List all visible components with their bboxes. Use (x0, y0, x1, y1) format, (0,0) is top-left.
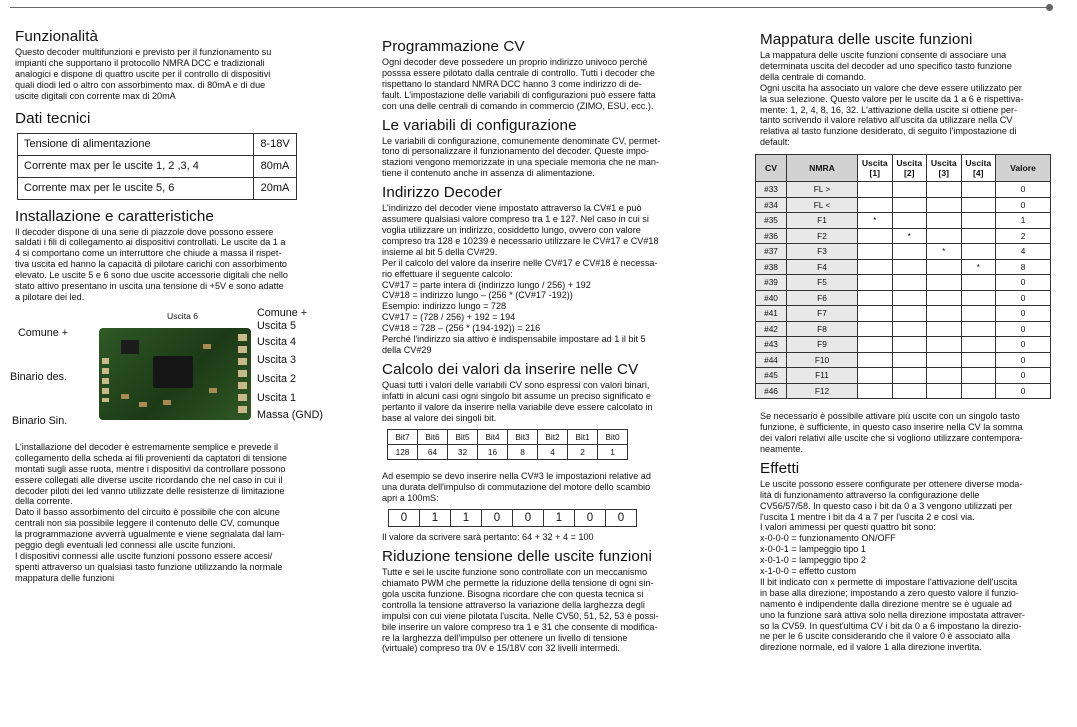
uscita-cell (961, 275, 996, 291)
bit-header: Bit6 (418, 430, 448, 445)
table-row (756, 244, 1051, 260)
bit-header: Bit0 (598, 430, 628, 445)
cv-cell: #44 (756, 352, 787, 368)
bit-value: 2 (568, 445, 598, 460)
table-row (756, 182, 1051, 198)
binary-digit: 0 (575, 510, 606, 527)
uscita-cell (858, 368, 893, 384)
smd-component (209, 388, 217, 393)
label-binario-sin: Binario Sin. (12, 414, 68, 427)
table-row (756, 306, 1051, 322)
uscita-cell (892, 383, 927, 399)
uscita-cell (961, 306, 996, 322)
binary-digit: 1 (451, 510, 482, 527)
valore-cell: 0 (996, 337, 1051, 353)
uscita-cell (892, 337, 927, 353)
example-text: Ad esempio se devo inserire nella CV#3 le impostazioni relative ad una durata dell'impulso di commutazione del motore dello scambio apri a 100mS: (382, 471, 651, 504)
smd-component (203, 344, 211, 349)
nmra-cell: F3 (787, 244, 858, 260)
table-row (756, 368, 1051, 384)
table-row (18, 155, 297, 177)
uscita-cell (961, 213, 996, 229)
section-title-riduzione: Riduzione tensione delle uscite funzioni (382, 548, 652, 566)
label-uscita-2: Uscita 2 (257, 372, 297, 385)
table-row (756, 337, 1051, 353)
spec-label: Tensione di alimentazione (18, 133, 254, 155)
ic-chip (153, 356, 193, 388)
section-title-calcolo: Calcolo dei valori da inserire nelle CV (382, 360, 639, 378)
indirizzo-text: L'indirizzo del decoder viene impostato attraverso la CV#1 e può assumere qualsiasi valore compreso tra 1 e 127. Nel caso in cui si voglia utilizzare un indirizzo, cosiddetto lungo, ovvero con valore compreso tra 128 e 10239 è necessario utilizzare le CV#17 e CV#18 insieme al bit 5 della CV#29. Per il calcolo del valore da inserire nelle CV#17 e CV#18 è necessa- rio effettuare il seguente calcolo: CV#17 = parte intera di (indirizzo lungo / 256) + 192 CV#18 = indirizzo lungo – (256 * (CV#17 -192)) Esempio: indirizzo lungo = 728 CV#17 = (728 / 256) + 192 = 194 CV#18 = 728 – (256 * (194-192)) = 216 Perché l'indirizzo sia attivo è indispensabile impostare ad 1 il bit 5 della CV#29 (382, 203, 659, 355)
valore-cell: 0 (996, 352, 1051, 368)
column-header: Uscita [2] (892, 155, 927, 182)
spec-value: 20mA (254, 177, 297, 199)
table-row (388, 445, 628, 460)
cv-cell: #39 (756, 275, 787, 291)
funzionalita-text: Questo decoder multifunzioni e previsto per il funzionamento su impianti che supportano il protocollo NMRA DCC e tradizionali analogici e dispone di quattro uscite per il controllo di dispositivi quali diodi led o altro con assorbimento max. di 80mA e di due uscite digitali con corrente max di 20mA (15, 47, 272, 101)
uscita-cell: * (892, 228, 927, 244)
spec-value: 8-18V (254, 133, 297, 155)
uscita-cell (892, 213, 927, 229)
decoder-wiring-diagram (10, 306, 337, 437)
binary-digit: 1 (420, 510, 451, 527)
table-header-row (756, 155, 1051, 182)
uscita-cell (927, 259, 962, 275)
uscita-cell (892, 321, 927, 337)
bit-header: Bit2 (538, 430, 568, 445)
bit-value: 64 (418, 445, 448, 460)
valore-cell: 8 (996, 259, 1051, 275)
cv-cell: #41 (756, 306, 787, 322)
uscita-cell (858, 275, 893, 291)
binary-digit: 0 (389, 510, 420, 527)
table-row (756, 352, 1051, 368)
label-comune-right: Comune + (257, 306, 308, 319)
section-title-installazione: Installazione e caratteristiche (15, 207, 214, 225)
bit-weights-table (387, 429, 628, 460)
uscita-cell (892, 290, 927, 306)
cv-cell: #45 (756, 368, 787, 384)
programmazione-text: Ogni decoder deve possedere un proprio indirizzo univoco perché posssa essere pilotato dalla centrale di controllo. Tutti i decoder che rispettano lo standard NMRA DCC hanno 3 come indirizzo di de- fault. L'impostazione delle variabili di configurazioni può essere fatta con una delle centrali di comando in commercio (ZIMO, ESU, ecc.). (382, 57, 656, 111)
nmra-cell: F5 (787, 275, 858, 291)
nmra-cell: F2 (787, 228, 858, 244)
valore-cell: 2 (996, 228, 1051, 244)
uscita-cell (961, 383, 996, 399)
table-row (756, 275, 1051, 291)
bit-header: Bit7 (388, 430, 418, 445)
nmra-cell: FL > (787, 182, 858, 198)
uscita-cell (961, 228, 996, 244)
uscita-cell (858, 321, 893, 337)
label-uscita-5: Uscita 5 (257, 319, 297, 332)
cv-cell: #36 (756, 228, 787, 244)
table-row (756, 290, 1051, 306)
uscita-cell: * (858, 213, 893, 229)
nmra-cell: F1 (787, 213, 858, 229)
label-uscita-1: Uscita 1 (257, 391, 297, 404)
uscita-cell (961, 352, 996, 368)
mappatura-note: Se necessario è possibile attivare più uscite con un singolo tasto funzione, è sufficiente, in questo caso inserire nella CV la somma dei valori relativi alle uscite che si vogliono utilizzare contempora- neamente. (760, 411, 1023, 454)
valore-cell: 0 (996, 197, 1051, 213)
uscita-cell (858, 197, 893, 213)
column-header: NMRA (787, 155, 858, 182)
table-row (388, 430, 628, 445)
mapping-table-body (756, 182, 1051, 399)
uscita-cell (858, 306, 893, 322)
smd-component (163, 400, 171, 405)
valore-cell: 4 (996, 244, 1051, 260)
bit-value: 1 (598, 445, 628, 460)
calcolo-text: Quasi tutti i valori delle variabili CV sono espressi con valori binari, infatti in alcuni casi ogni singolo bit assume un preciso significato e pertanto il valore da inserire nella variabile deve essere calcolato in base al valore dei singoli bit. (382, 379, 653, 423)
effetti-text: Le uscite possono essere configurate per ottenere diverse moda- lità di funzionamento attraverso la configurazione delle CV56/57/58. In questo caso i bit da 0 a 3 vengono utilizzati per l'uscita 1 mentre i bit da 4 a 7 per l'uscita 2 e così via. I valori ammessi per questi quattro bit sono: x-0-0-0 = funzionamento ON/OFF x-0-0-1 = lampeggio tipo 1 x-0-1-0 = lampeggio tipo 2 x-1-0-0 = effetto custom Il bit indicato con x permette di impostare l'attivazione dell'uscita in base alla direzione; impostando a zero questo valore il funzio- namento è indipendente dalla direzione mentre se è uguale ad uno la funzione sarà attiva solo nella direzione impostata attraver- so la CV59. In quest'ultima CV i bit da 0 a 6 impostano la direzio- ne per le 6 uscite considerando che il valore 0 è associato alla direzione normale, ed il valore 1 alla direzione invertita. (760, 478, 1025, 653)
uscita-cell (961, 290, 996, 306)
table-row (756, 213, 1051, 229)
section-title-indirizzo: Indirizzo Decoder (382, 184, 502, 202)
decoder-board-photo (99, 328, 251, 420)
solder-pads-right (238, 334, 247, 414)
table-row (389, 510, 637, 527)
uscita-cell: * (961, 259, 996, 275)
variabili-text: Le variabili di configurazione, comunemente denominate CV, permet- tono di personalizzare il funzionamento del decoder. Queste impo- stazioni vengono memorizzate in una speciale memoria che ne man- tiene il contenuto anche in assenza di alimentazione. (382, 135, 661, 179)
bit-value: 32 (448, 445, 478, 460)
valore-cell: 0 (996, 275, 1051, 291)
uscita-cell (927, 321, 962, 337)
function-mapping-table (755, 154, 1051, 399)
uscita-cell (961, 337, 996, 353)
valore-cell: 0 (996, 321, 1051, 337)
column-middle (382, 38, 702, 654)
table-row (756, 197, 1051, 213)
column-header: Uscita [4] (961, 155, 996, 182)
uscita-cell (927, 368, 962, 384)
uscita-cell (858, 337, 893, 353)
label-uscita-6: Uscita 6 (167, 310, 199, 321)
nmra-cell: F10 (787, 352, 858, 368)
column-right (760, 31, 1056, 653)
top-rule-endpoint (1046, 4, 1053, 11)
uscita-cell (892, 182, 927, 198)
bit-header: Bit5 (448, 430, 478, 445)
uscita-cell (858, 290, 893, 306)
section-title-dati-tecnici: Dati tecnici (15, 109, 91, 127)
nmra-cell: FL < (787, 197, 858, 213)
binary-digit: 0 (606, 510, 637, 527)
solder-pads-left (102, 358, 109, 402)
bit-value: 128 (388, 445, 418, 460)
uscita-cell (927, 228, 962, 244)
cv-cell: #37 (756, 244, 787, 260)
ic-chip-small (121, 340, 139, 354)
smd-component (139, 402, 147, 407)
column-header: CV (756, 155, 787, 182)
cv-cell: #43 (756, 337, 787, 353)
uscita-cell (927, 306, 962, 322)
uscita-cell (858, 383, 893, 399)
nmra-cell: F9 (787, 337, 858, 353)
label-binario-des: Binario des. (10, 370, 68, 383)
nmra-cell: F6 (787, 290, 858, 306)
bit-value: 4 (538, 445, 568, 460)
valore-cell: 0 (996, 290, 1051, 306)
uscita-cell (961, 197, 996, 213)
binary-digit: 0 (482, 510, 513, 527)
uscita-cell (927, 275, 962, 291)
valore-cell: 0 (996, 383, 1051, 399)
cv-cell: #42 (756, 321, 787, 337)
uscita-cell (961, 321, 996, 337)
valore-cell: 1 (996, 213, 1051, 229)
uscita-cell (858, 228, 893, 244)
section-title-effetti: Effetti (760, 459, 800, 477)
table-row (756, 321, 1051, 337)
uscita-cell (927, 182, 962, 198)
cv-cell: #40 (756, 290, 787, 306)
uscita-cell (927, 197, 962, 213)
valore-cell: 0 (996, 182, 1051, 198)
valore-cell: 0 (996, 306, 1051, 322)
table-row (18, 177, 297, 199)
cv-cell: #33 (756, 182, 787, 198)
cv-cell: #38 (756, 259, 787, 275)
nmra-cell: F8 (787, 321, 858, 337)
bit-value: 16 (478, 445, 508, 460)
result-text: Il valore da scrivere sarà pertanto: 64 + 32 + 4 = 100 (382, 532, 594, 543)
binary-digit: 0 (513, 510, 544, 527)
bit-header: Bit3 (508, 430, 538, 445)
section-title-variabili: Le variabili di configurazione (382, 116, 577, 134)
column-left (10, 28, 337, 584)
uscita-cell (858, 259, 893, 275)
nmra-cell: F12 (787, 383, 858, 399)
section-title-programmazione-cv: Programmazione CV (382, 38, 525, 55)
uscita-cell (892, 275, 927, 291)
smd-component (121, 394, 129, 399)
uscita-cell (892, 259, 927, 275)
label-uscita-4: Uscita 4 (257, 335, 297, 348)
bit-header: Bit1 (568, 430, 598, 445)
uscita-cell: * (927, 244, 962, 260)
column-header: Valore (996, 155, 1051, 182)
cv-cell: #35 (756, 213, 787, 229)
uscita-cell (927, 383, 962, 399)
label-uscita-3: Uscita 3 (257, 353, 297, 366)
bit-value: 8 (508, 445, 538, 460)
installazione-text-2: L'installazione del decoder è estremamente semplice e prevede il collegamento della scheda ai fili provenienti da captatori di tensione montati sugli asse ruota, mentre i dispositivi da controllare possono essere collegati alle diverse uscite ricordando che nel caso in cui il decoder piloti dei led vanno utilizzate delle resistenze di limitazione della corrente. Dato il basso assorbimento del circuito è possibile che con alcune centrali non sia possibile leggere il contenuto delle CV, comunque la programmazione avverrà ugualmente e viene segnalata dal lam- peggio degli eventuali led connessi alle uscite funzioni. I dispositivi connessi alle uscite funzioni possono essere accesi/ spenti attraverso un qualsiasi tasto funzione utilizzando la normale mappatura delle funzioni (15, 441, 287, 583)
uscita-cell (927, 213, 962, 229)
uscita-cell (927, 352, 962, 368)
mappatura-text: La mappatura delle uscite funzioni consente di associare una determinata uscita del decoder ad uno specifico tasto funzione della centrale di comando. Ogni uscita ha associato un valore che deve essere utilizzato per la sua selezione. Questo valore per le uscite da 1 a 6 è rispettiva- mente: 1, 2, 4, 8, 16, 32. L'attivazione della uscite si ottiene per- tanto scrivendo il valore relativo all'uscita da utilizzare nella CV relativa al tasto funzione desiderato, di seguito l'impostazione di default: (760, 50, 1024, 148)
top-rule (10, 7, 1049, 8)
table-row (756, 228, 1051, 244)
table-row (18, 133, 297, 155)
uscita-cell (892, 306, 927, 322)
uscita-cell (858, 352, 893, 368)
uscita-cell (927, 337, 962, 353)
cv-cell: #34 (756, 197, 787, 213)
cv-cell: #46 (756, 383, 787, 399)
riduzione-text: Tutte e sei le uscite funzione sono controllate con un meccanismo chiamato PWM che permette la riduzione della tensione di ogni sin- gola uscita funzione. Bisogna ricordare che con questa tecnica si controlla la tensione attraverso la variazione della larghezza degli impulsi con cui viene pilotata l'uscita. Nelle CV50, 51, 52, 53 è possi- bile inserire un valore compreso tra 1 e 31 che consente di modifica- re la larghezza dell'impulso per ottenere un livello di tensione (virtuale) compreso tra 0V e 15/18V con 32 livelli intermedi. (382, 567, 659, 654)
bit-header: Bit4 (478, 430, 508, 445)
nmra-cell: F11 (787, 368, 858, 384)
binary-example-table (388, 509, 637, 527)
table-row (756, 259, 1051, 275)
binary-digit: 1 (544, 510, 575, 527)
specs-table (17, 133, 297, 200)
uscita-cell (961, 182, 996, 198)
label-comune-left: Comune + (18, 326, 69, 339)
uscita-cell (892, 244, 927, 260)
uscita-cell (961, 244, 996, 260)
nmra-cell: F4 (787, 259, 858, 275)
section-title-mappatura: Mappatura delle uscite funzioni (760, 31, 973, 48)
valore-cell: 0 (996, 368, 1051, 384)
uscita-cell (927, 290, 962, 306)
section-title-funzionalita: Funzionalità (15, 28, 99, 45)
nmra-cell: F7 (787, 306, 858, 322)
uscita-cell (892, 197, 927, 213)
uscita-cell (961, 368, 996, 384)
uscita-cell (892, 352, 927, 368)
uscita-cell (858, 244, 893, 260)
column-header: Uscita [1] (858, 155, 893, 182)
uscita-cell (858, 182, 893, 198)
label-massa-gnd: Massa (GND) (257, 408, 323, 421)
uscita-cell (892, 368, 927, 384)
spec-label: Corrente max per le uscite 1, 2 ,3, 4 (18, 155, 254, 177)
column-header: Uscita [3] (927, 155, 962, 182)
table-row (756, 383, 1051, 399)
spec-value: 80mA (254, 155, 297, 177)
spec-label: Corrente max per le uscite 5, 6 (18, 177, 254, 199)
installazione-text: Il decoder dispone di una serie di piazzole dove possono essere saldati i fili di collegamento ai dispositivi controllati. Le uscite da 1 a 4 si comportano come un interruttore che chiude a massa il rispet- tiva uscita ed hanno la capacità di pilotare carichi con assorbimento elevato. Le uscite 5 e 6 sono due uscite accessorie digitali che nello stato attivo presentano in uscita una tensione di +5V e sono adatte a pilotare dei led. (15, 226, 288, 302)
